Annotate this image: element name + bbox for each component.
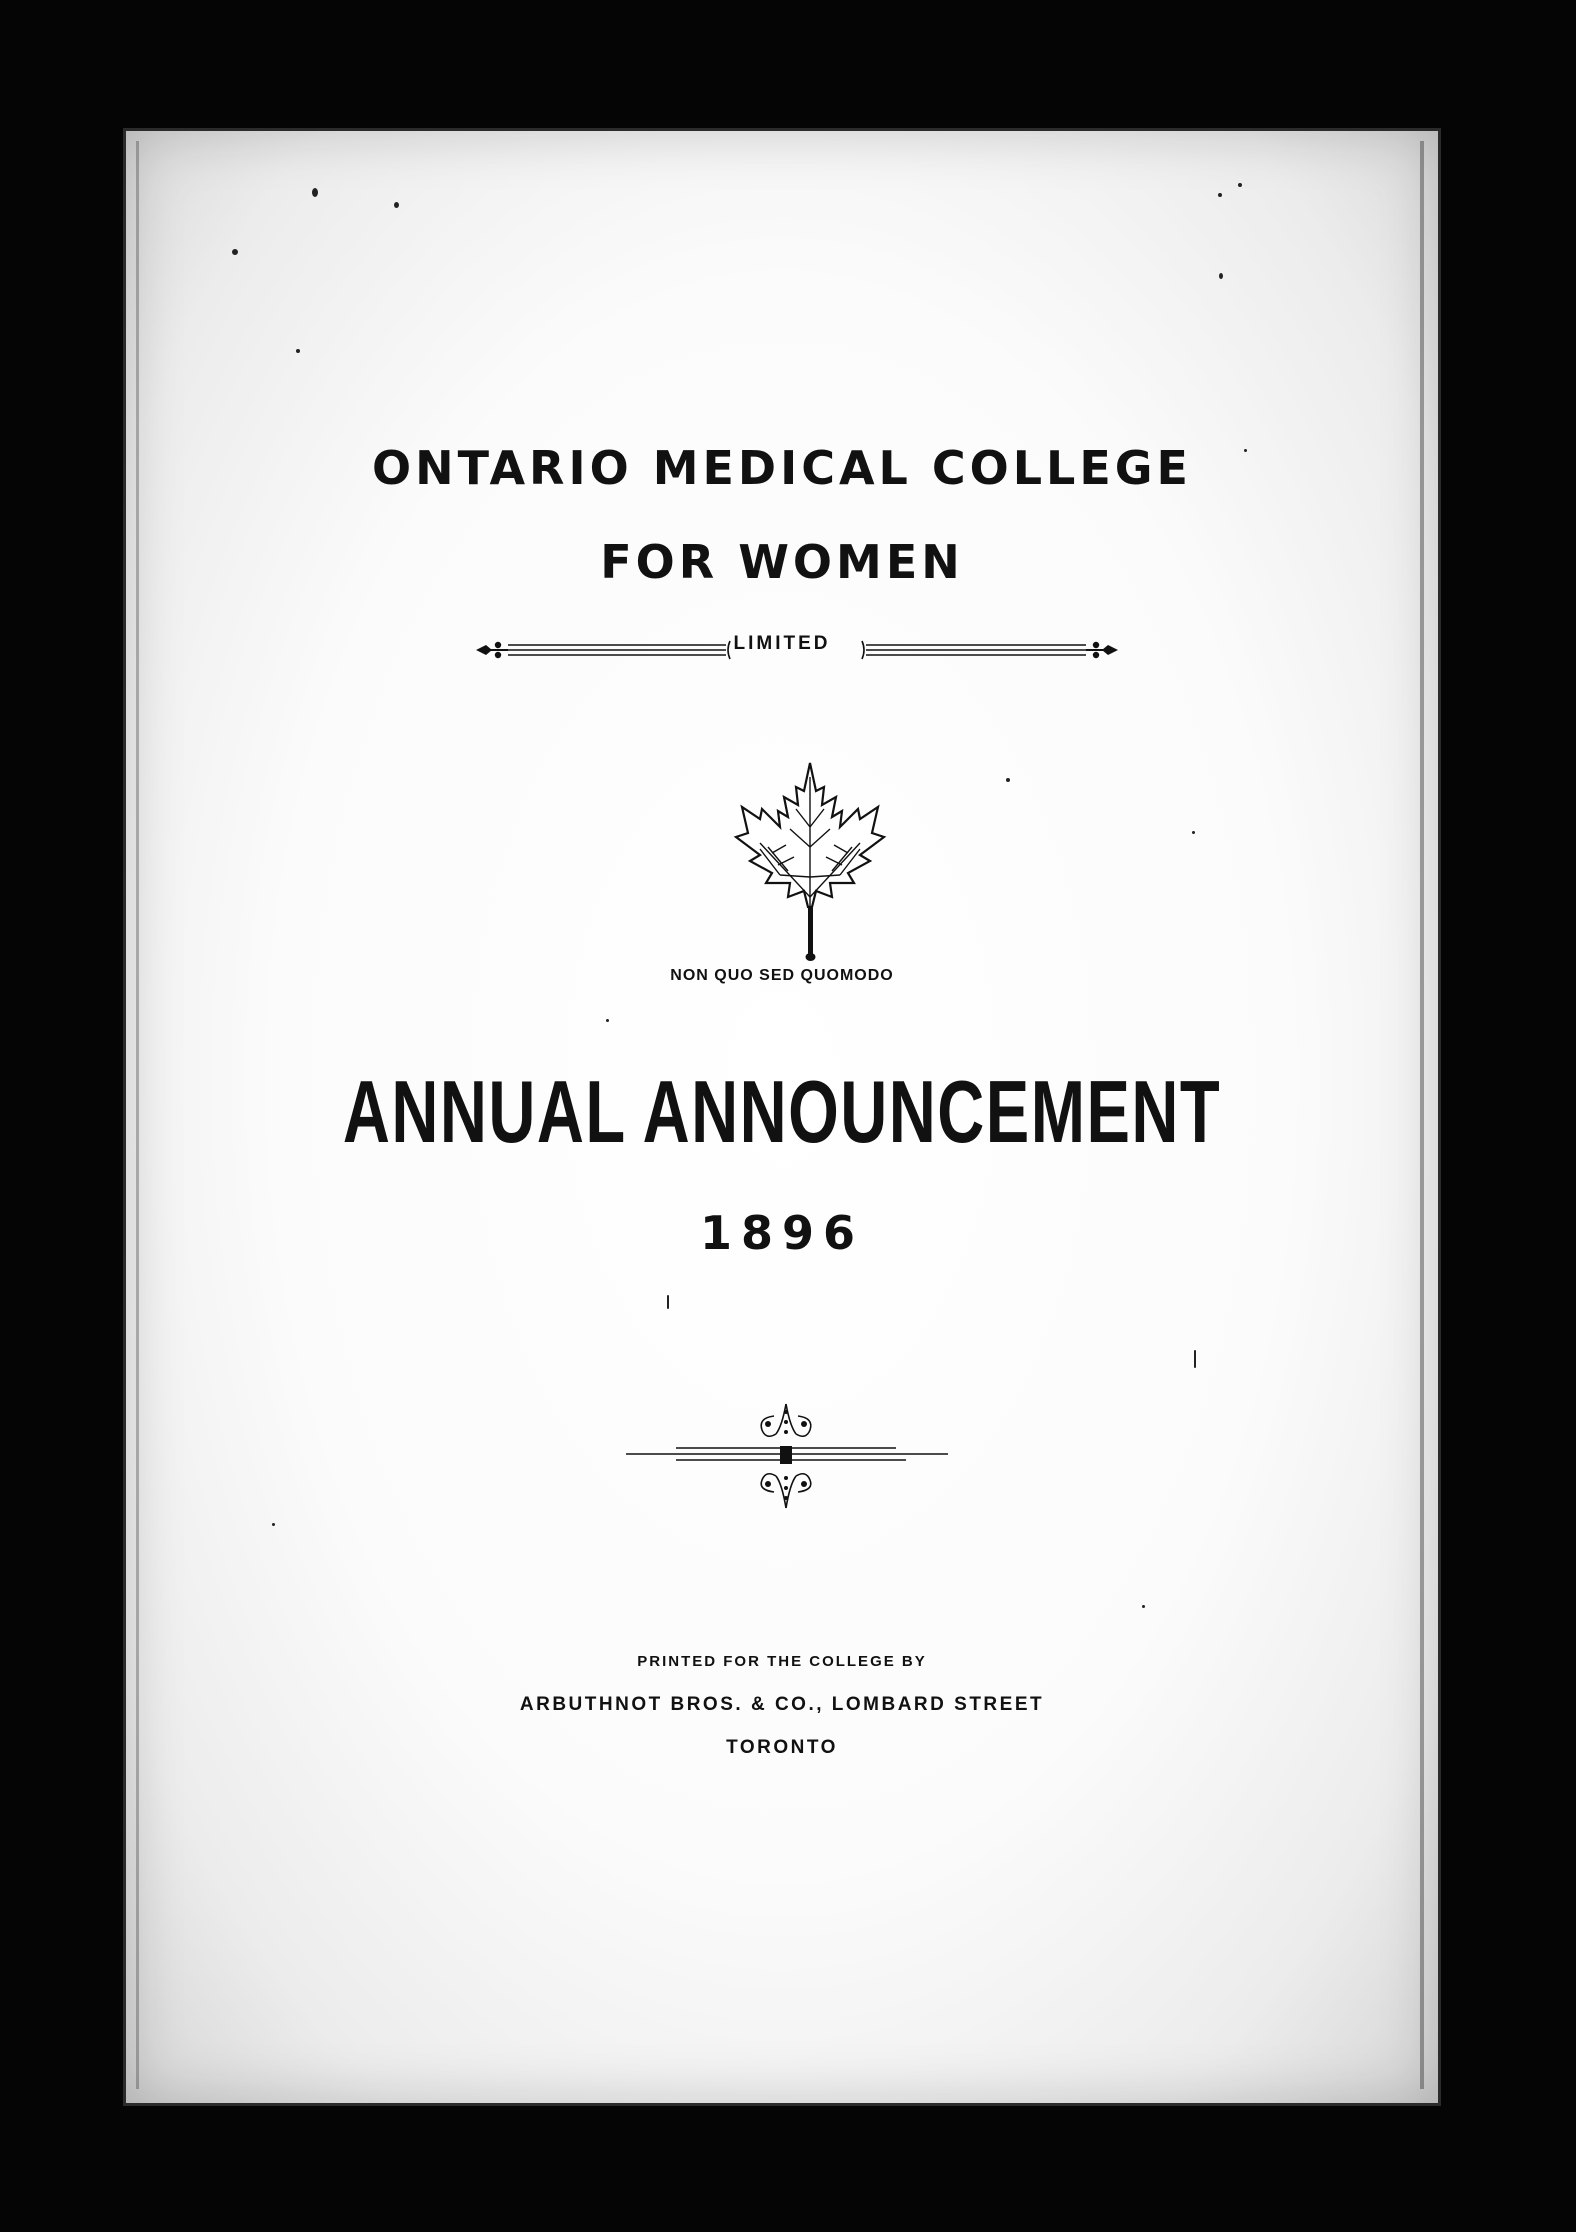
paper-speck <box>1219 273 1223 279</box>
paper-speck <box>1192 831 1195 834</box>
printed-by-line: PRINTED FOR THE COLLEGE BY <box>637 1653 927 1670</box>
paper-speck <box>1194 1350 1196 1368</box>
flourish-ornament-icon <box>626 1396 956 1526</box>
headline: ANNUAL ANNOUNCEMENT <box>342 1062 1222 1161</box>
paper-speck <box>296 349 300 353</box>
title-line-2: FOR WOMEN <box>600 535 964 589</box>
limited-label: LIMITED <box>733 633 831 654</box>
paper-speck <box>1006 778 1010 782</box>
paper-speck <box>1142 1605 1145 1608</box>
printer-line: ARBUTHNOT BROS. & CO., LOMBARD STREET <box>519 1694 1045 1715</box>
title-line-1: ONTARIO MEDICAL COLLEGE <box>372 441 1192 495</box>
cover-page <box>126 131 1438 2103</box>
paper-speck <box>667 1295 669 1309</box>
paper-speck <box>1218 193 1222 197</box>
paper-speck <box>232 249 238 255</box>
paper-speck <box>312 188 318 197</box>
maple-leaf-icon <box>720 757 900 977</box>
city-line: TORONTO <box>726 1737 838 1758</box>
year: 1896 <box>699 1206 865 1260</box>
paper-speck <box>272 1523 275 1526</box>
motto: NON QUO SED QUOMODO <box>670 967 894 984</box>
paper-speck <box>606 1019 609 1022</box>
paper-speck <box>394 202 399 208</box>
paper-speck <box>1238 183 1242 187</box>
